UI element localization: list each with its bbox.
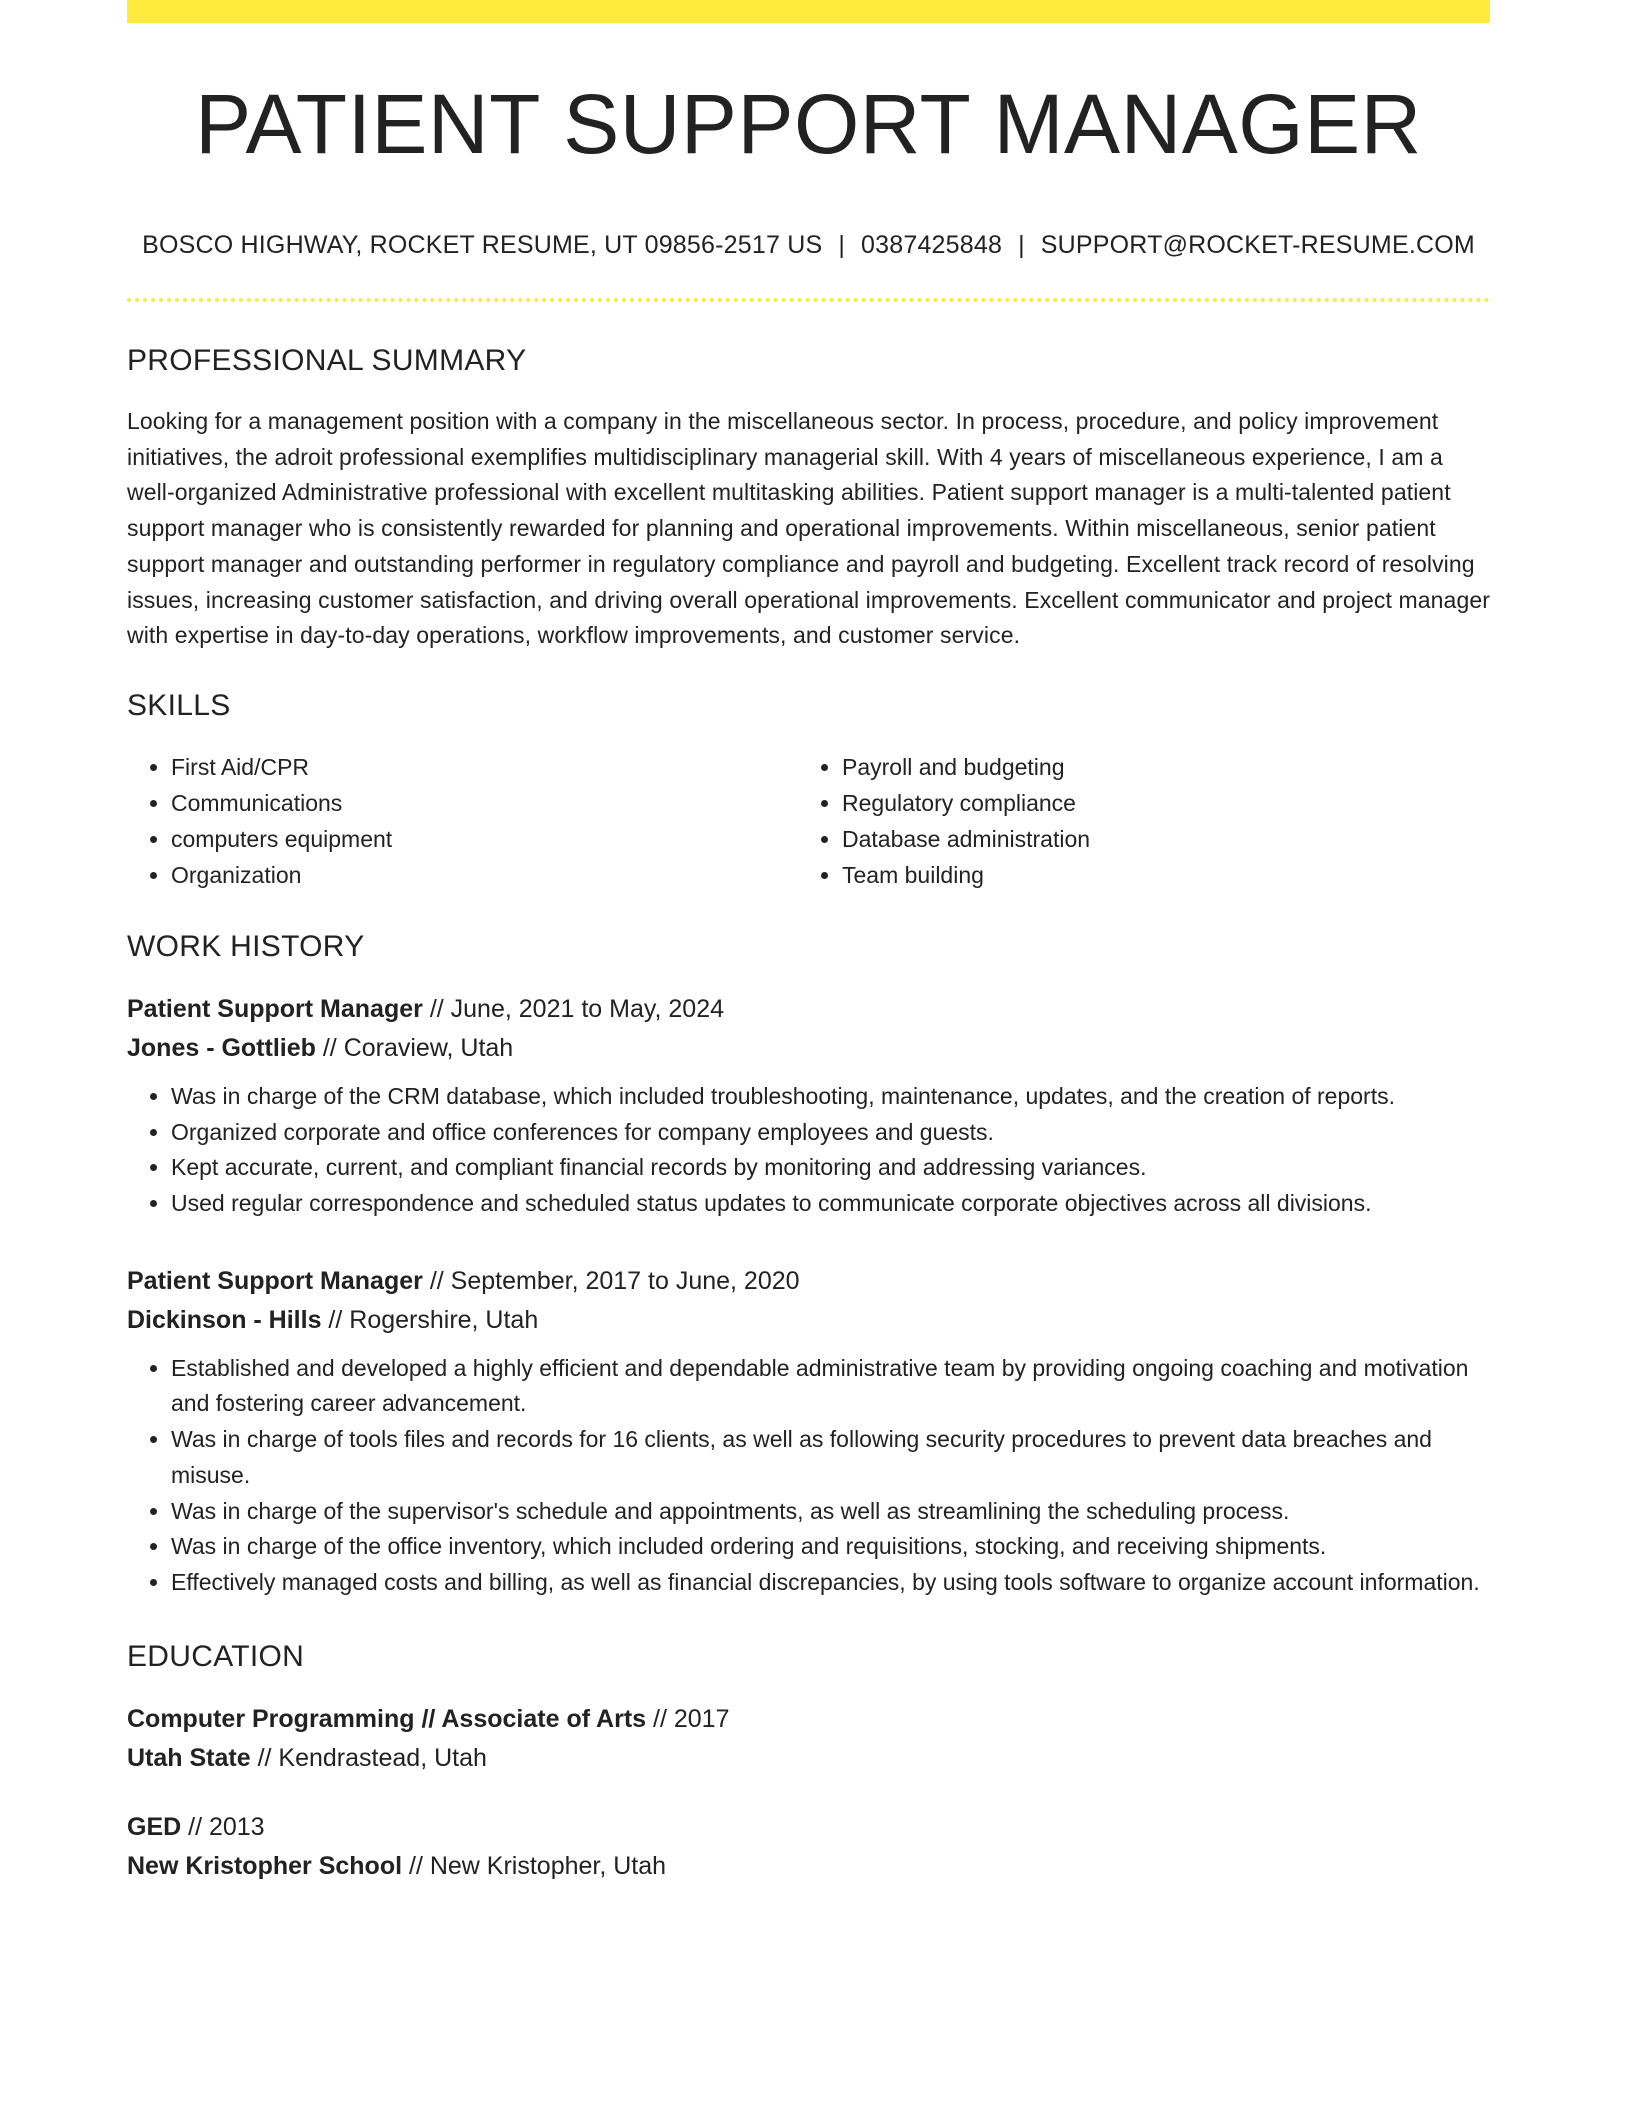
summary-heading: PROFESSIONAL SUMMARY xyxy=(127,344,527,377)
job-duty-item: • Was in charge of the office inventory, which included ordering and requisitions, stocking, and receiving shipments. xyxy=(171,1529,1490,1565)
education-school-line xyxy=(127,1739,1490,1778)
job-duty-item: • Effectively managed costs and billing, as well as financial discrepancies, by using tools software to organize account information. xyxy=(171,1565,1490,1601)
job-duty-item: • Was in charge of tools files and records for 16 clients, as well as following security procedures to prevent data breaches and misuse. xyxy=(171,1422,1490,1493)
education-location: // Kendrastead, Utah xyxy=(250,1743,487,1772)
job-duties xyxy=(127,1079,1490,1222)
job-location: // Rogershire, Utah xyxy=(321,1305,539,1334)
job-duties xyxy=(127,1351,1490,1601)
job-dates: // June, 2021 to May, 2024 xyxy=(422,994,724,1023)
job-title-line xyxy=(127,1262,1490,1301)
skill-item: • Payroll and budgeting xyxy=(842,749,1469,785)
contact-email: SUPPORT@ROCKET-RESUME.COM xyxy=(1040,231,1475,259)
skill-item: • Regulatory compliance xyxy=(842,785,1469,821)
skills-column-right xyxy=(798,749,1469,893)
summary-text: Looking for a management position with a company in the miscellaneous sector. In process, procedure, and policy improvement initiatives, the adroit professional exemplifies multidisciplinary managerial skill. With 4 years of miscellaneous experience, I am a well-organized Administrative professional with excellent multitasking abilities. Patient support manager is a multi-talented patient support manager who is consistently rewarded for planning and operational improvements. Within miscellaneous, senior patient support manager and outstanding performer in regulatory compliance and payroll and budgeting. Excellent track record of resolving issues, increasing customer satisfaction, and driving overall operational improvements. Excellent communicator and project manager with expertise in day-to-day operations, workflow improvements, and customer service. xyxy=(127,408,1490,649)
job-duty-item: • Was in charge of the CRM database, which included troubleshooting, maintenance, updates, and the creation of reports. xyxy=(171,1079,1490,1115)
skills-list xyxy=(127,749,1490,893)
job-location: // Coraview, Utah xyxy=(315,1033,514,1062)
skills-column-left xyxy=(127,749,798,893)
education-degree-line xyxy=(127,1808,1490,1847)
contact-separator: | xyxy=(838,231,846,259)
contact-separator: | xyxy=(1018,231,1025,259)
education-location: // New Kristopher, Utah xyxy=(402,1851,667,1880)
contact-line xyxy=(127,233,1490,258)
education-year: // 2013 xyxy=(181,1812,265,1841)
job-duty-item: • Established and developed a highly efficient and dependable administrative team by providing ongoing coaching and motivation and fostering career advancement. xyxy=(171,1351,1490,1422)
education-school: Utah State xyxy=(127,1743,251,1772)
job-company: Dickinson - Hills xyxy=(127,1305,322,1334)
header-divider xyxy=(127,298,1490,302)
resume-page xyxy=(127,0,1490,1886)
job-dates: // September, 2017 to June, 2020 xyxy=(422,1266,800,1295)
education-degree-line xyxy=(127,1700,1490,1739)
education-school: New Kristopher School xyxy=(127,1851,403,1880)
education-school-line xyxy=(127,1847,1490,1886)
education-degree: Computer Programming // Associate of Arts xyxy=(127,1704,647,1733)
job-duty-item: • Used regular correspondence and scheduled status updates to communicate corporate objectives across all divisions. xyxy=(171,1186,1490,1222)
job-title-line xyxy=(127,990,1490,1029)
education-heading: EDUCATION xyxy=(127,1639,305,1673)
job-duty-item: • Organized corporate and office conferences for company employees and guests. xyxy=(171,1115,1490,1151)
education-degree: GED xyxy=(127,1812,182,1841)
education-entry xyxy=(127,1808,1490,1886)
work-history-heading: WORK HISTORY xyxy=(127,929,365,963)
skill-item: • computers equipment xyxy=(171,821,798,857)
contact-phone: 0387425848 xyxy=(861,231,1003,259)
skill-item: • First Aid/CPR xyxy=(171,749,798,785)
education-year: // 2017 xyxy=(646,1704,730,1733)
job-company: Jones - Gottlieb xyxy=(127,1033,316,1062)
top-accent-bar xyxy=(127,0,1490,23)
skill-item: • Organization xyxy=(171,857,798,893)
skill-item: • Communications xyxy=(171,785,798,821)
education-entry xyxy=(127,1700,1490,1778)
candidate-name: PATIENT SUPPORT MANAGER xyxy=(195,77,1422,171)
job-role: Patient Support Manager xyxy=(127,994,423,1023)
job-role: Patient Support Manager xyxy=(127,1266,423,1295)
contact-address: BOSCO HIGHWAY, ROCKET RESUME, UT 09856-2517 US xyxy=(142,231,823,259)
job-duty-item: • Kept accurate, current, and compliant financial records by monitoring and addressing variances. xyxy=(171,1150,1490,1186)
skills-heading: SKILLS xyxy=(127,688,231,722)
job-entry xyxy=(127,1262,1490,1601)
job-duty-item: • Was in charge of the supervisor's schedule and appointments, as well as streamlining the scheduling process. xyxy=(171,1494,1490,1530)
skill-item: • Database administration xyxy=(842,821,1469,857)
job-company-line xyxy=(127,1301,1490,1340)
skill-item: • Team building xyxy=(842,857,1469,893)
job-company-line xyxy=(127,1029,1490,1068)
job-entry xyxy=(127,990,1490,1222)
